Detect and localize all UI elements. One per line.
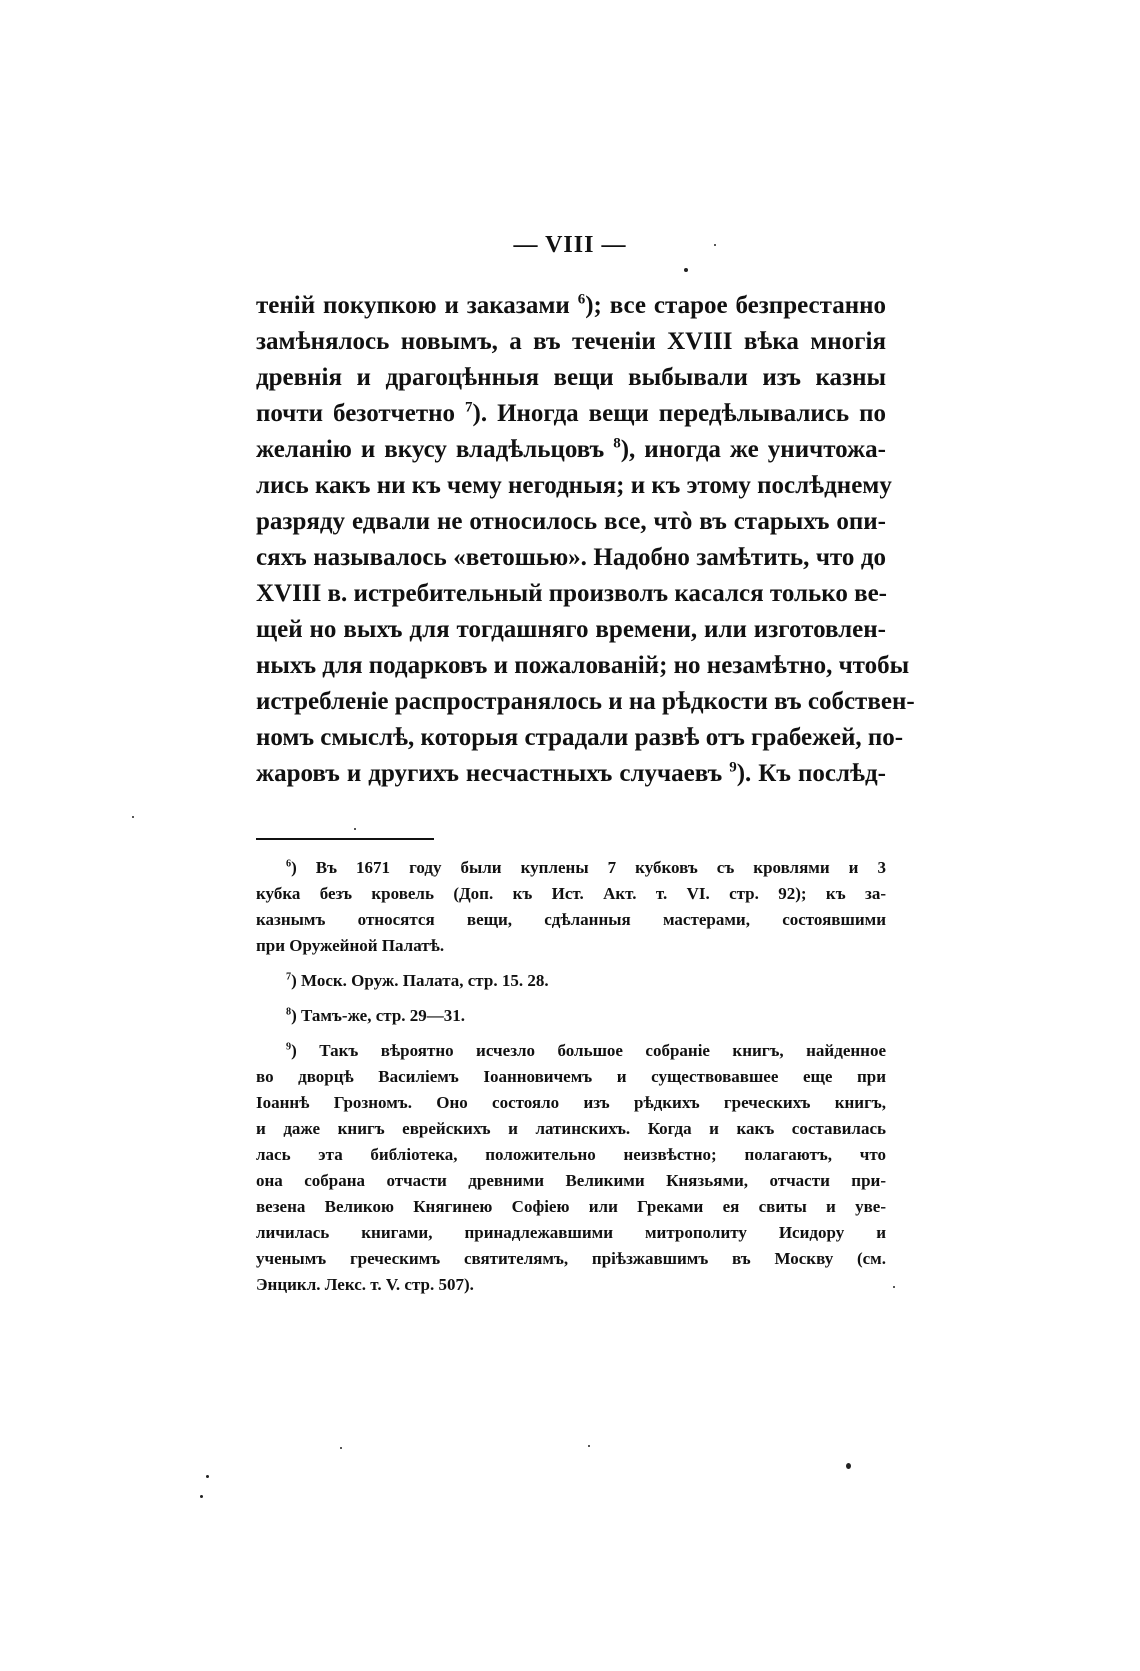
footnote-separator-rule [256, 838, 434, 840]
scan-speck [132, 816, 134, 818]
footnote-text: личилась книгами, принадлежавшими митрополиту Исидору и [256, 1223, 886, 1242]
footnote-text: во дворцѣ Василiемъ Iоанновичемъ и существовавшее еще при [256, 1067, 886, 1086]
line-text: разряду едвали не относилось все, чтò въ старыхъ опи- [256, 508, 886, 535]
footnote-line [256, 1116, 886, 1142]
scan-speck [714, 244, 716, 246]
body-line [256, 576, 886, 612]
footnote-text: при Оружейной Палатѣ. [256, 936, 445, 955]
line-text: тенiй покупкою и заказами [256, 292, 578, 319]
line-text: ); все старое безпрестанно [585, 292, 887, 319]
footnote-ref: 6 [577, 291, 586, 308]
body-line [256, 612, 886, 648]
body-line [256, 396, 886, 432]
footnote-text: Тамъ-же, стр. 29—31. [301, 1006, 466, 1025]
body-line [256, 756, 886, 792]
scan-speck [206, 1475, 209, 1478]
footnote-line: $^8$) Тамъ-же, стр. 29—31. [286, 1006, 466, 1025]
footnote-line [256, 1246, 886, 1272]
footnote-6 [256, 855, 886, 959]
footnotes-section [256, 855, 886, 1307]
scan-speck [684, 268, 688, 272]
line-text: желанiю и вкусу владѣльцовъ [256, 436, 614, 463]
footnote-7 [256, 968, 886, 994]
body-line [256, 504, 886, 540]
footnote-text: Въ 1671 году были куплены 7 кубковъ съ кровлями и 3 [315, 858, 886, 877]
body-line [256, 324, 886, 360]
line-text: лись какъ ни къ чему негодныя; и къ этому послѣднему [256, 472, 892, 499]
line-text: жаровъ и другихъ несчастныхъ случаевъ [256, 760, 730, 787]
footnote-line [256, 1194, 886, 1220]
body-line [256, 720, 904, 756]
footnote-9 [256, 1038, 886, 1298]
line-text: древнiя и драгоцѣнныя вещи выбывали изъ казны [256, 364, 886, 391]
scan-speck [893, 1286, 895, 1288]
line-text: номъ смыслѣ, которыя страдали развѣ отъ грабежей, по- [256, 724, 904, 751]
line-text: ныхъ для подарковъ и пожалованiй; но незамѣтно, чтобы [256, 652, 910, 679]
footnote-text: Iоаннѣ Грозномъ. Оно состояло изъ рѣдкихъ греческихъ книгъ, [256, 1093, 886, 1112]
line-text: истребленiе распространялось и на рѣдкости въ собствен- [256, 688, 915, 715]
body-line [256, 468, 892, 504]
line-text: ). Иногда вещи передѣлывались по [472, 400, 886, 427]
footnote-text: кубка безъ кровель (Доп. къ Ист. Акт. т. VI. стр. 92); къ за- [256, 884, 886, 903]
footnote-text: ученымъ греческимъ святителямъ, прiѣзжавшимъ въ Москву (см. [256, 1249, 886, 1268]
footnote-text: она собрана отчасти древними Великими Князьями, отчасти при- [256, 1171, 886, 1190]
footnote-text: Энцикл. Лекс. т. V. стр. 507). [256, 1275, 474, 1294]
footnote-line [256, 1272, 886, 1298]
line-text: ), иногда же уничтожа- [620, 436, 886, 463]
footnote-line [256, 907, 886, 933]
footnote-line: $^6$) Въ 1671 году были куплены 7 кубковъ съ кровлями и 3 [286, 858, 886, 877]
footnote-text: Такъ вѣроятно исчезло большое собранiе книгъ, найденное [319, 1041, 886, 1060]
scan-speck [588, 1445, 590, 1447]
main-body-text [256, 288, 915, 792]
footnote-line [256, 1168, 886, 1194]
footnote-text: и даже книгъ еврейскихъ и латинскихъ. Когда и какъ составилась [256, 1119, 886, 1138]
footnote-mark: 7 [286, 971, 292, 983]
footnote-ref: 9 [729, 759, 737, 776]
footnote-ref: 8 [613, 435, 621, 452]
footnote-line [256, 1064, 886, 1090]
footnote-line: $^9$) Такъ вѣроятно исчезло большое собранiе книгъ, найденное [286, 1041, 886, 1060]
body-line [256, 288, 886, 324]
line-text: почти безотчетно [256, 400, 466, 427]
line-text: замѣнялось новымъ, а въ теченiи XVIII вѣка многiя [256, 328, 886, 355]
scan-speck [200, 1495, 203, 1498]
footnote-line: $^7$) Моск. Оруж. Палата, стр. 15. 28. [286, 971, 549, 990]
line-text: щей но выхъ для тогдашняго времени, или изготовлен- [256, 616, 886, 643]
footnote-line [256, 933, 886, 959]
body-line [256, 360, 886, 396]
body-line [256, 432, 886, 468]
footnote-line [256, 1090, 886, 1116]
body-line [256, 540, 886, 576]
footnote-line [256, 881, 886, 907]
line-text: XVIII в. истребительный произволъ касался только ве- [256, 580, 888, 607]
footnote-ref: 7 [465, 399, 473, 416]
footnote-text: лась эта библiотека, положительно неизвѣстно; полагаютъ, что [256, 1145, 886, 1164]
page-number-header: — VIII — [513, 232, 627, 258]
line-text: ). Къ послѣд- [736, 760, 887, 787]
body-line [256, 684, 915, 720]
footnote-mark: 9 [286, 1041, 292, 1053]
line-text: сяхъ называлось «ветошью». Надобно замѣтить, что до [256, 544, 886, 571]
footnote-8 [256, 1003, 886, 1029]
scan-speck [354, 828, 356, 830]
footnote-text: везена Великою Княгинею Софiею или Греками ея свиты и уве- [256, 1197, 886, 1216]
scan-speck [340, 1447, 342, 1449]
footnote-mark: 8 [286, 1006, 292, 1018]
body-line [256, 648, 910, 684]
footnote-line [256, 1220, 886, 1246]
footnote-text: Моск. Оруж. Палата, стр. 15. 28. [301, 971, 549, 990]
footnote-text: казнымъ относятся вещи, сдѣланныя мастерами, состоявшими [256, 910, 886, 929]
footnote-line [256, 1142, 886, 1168]
scan-speck [846, 1463, 851, 1469]
footnote-mark: 6 [286, 858, 292, 870]
